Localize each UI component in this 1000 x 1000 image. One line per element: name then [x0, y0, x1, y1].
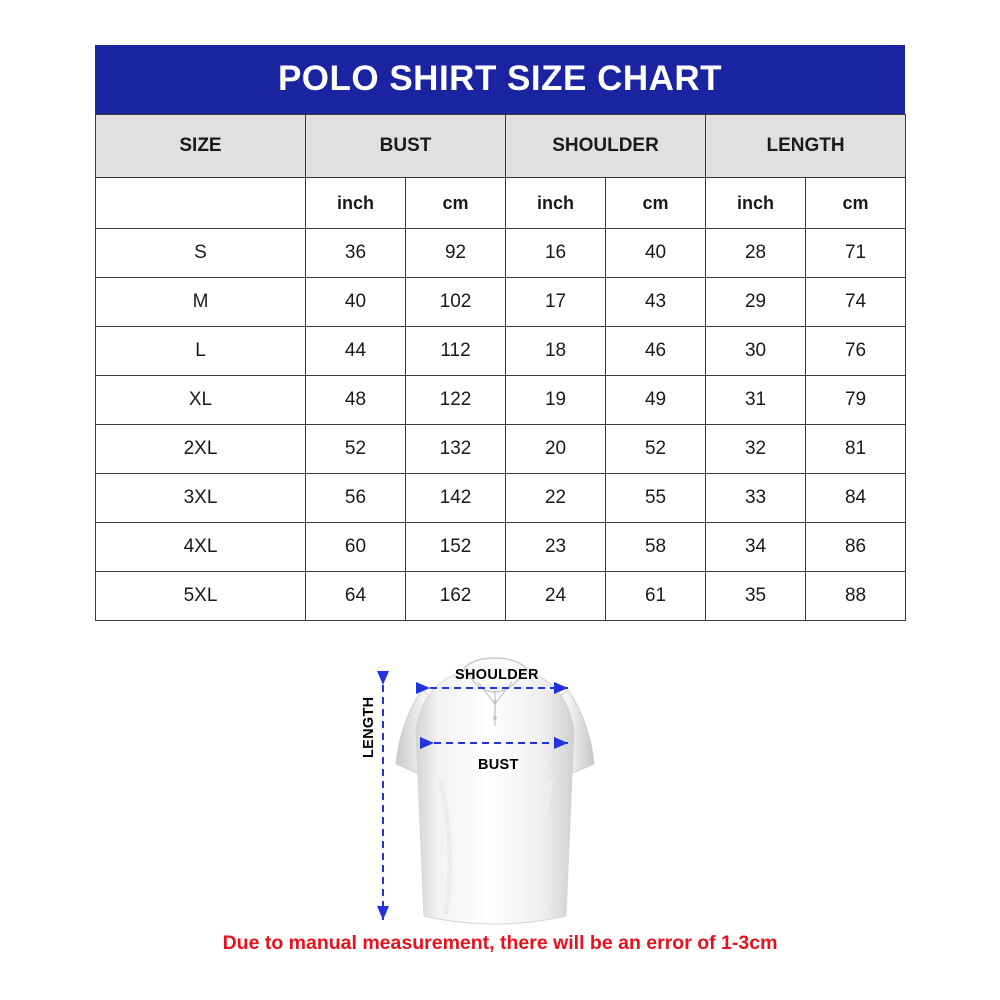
row-size-label: XL — [96, 376, 306, 425]
cell-shoulder-inch: 19 — [506, 376, 606, 425]
cell-length-cm: 81 — [806, 425, 906, 474]
cell-shoulder-cm: 43 — [606, 278, 706, 327]
measurement-disclaimer: Due to manual measurement, there will be an error of 1-3cm — [222, 932, 778, 954]
cell-bust-inch: 36 — [306, 229, 406, 278]
cell-shoulder-inch: 20 — [506, 425, 606, 474]
cell-shoulder-inch: 17 — [506, 278, 606, 327]
cell-length-inch: 32 — [706, 425, 806, 474]
cell-bust-inch: 64 — [306, 572, 406, 621]
cell-length-inch: 29 — [706, 278, 806, 327]
cell-bust-cm: 102 — [406, 278, 506, 327]
cell-shoulder-inch: 22 — [506, 474, 606, 523]
label-shoulder: SHOULDER — [455, 667, 539, 683]
cell-shoulder-inch: 16 — [506, 229, 606, 278]
cell-shoulder-cm: 58 — [606, 523, 706, 572]
row-size-label: 5XL — [96, 572, 306, 621]
units-blank-cell — [96, 178, 306, 229]
cell-length-cm: 74 — [806, 278, 906, 327]
cell-shoulder-inch: 23 — [506, 523, 606, 572]
row-size-label: 3XL — [96, 474, 306, 523]
cell-bust-inch: 48 — [306, 376, 406, 425]
column-header-shoulder: SHOULDER — [506, 115, 706, 178]
cell-length-cm: 71 — [806, 229, 906, 278]
table-row — [96, 229, 906, 278]
row-size-label: M — [96, 278, 306, 327]
size-chart-table — [95, 114, 906, 621]
cell-shoulder-inch: 18 — [506, 327, 606, 376]
table-row — [96, 376, 906, 425]
cell-bust-cm: 152 — [406, 523, 506, 572]
cell-length-cm: 84 — [806, 474, 906, 523]
cell-length-cm: 86 — [806, 523, 906, 572]
cell-bust-inch: 60 — [306, 523, 406, 572]
cell-length-inch: 31 — [706, 376, 806, 425]
cell-shoulder-cm: 52 — [606, 425, 706, 474]
cell-shoulder-cm: 55 — [606, 474, 706, 523]
unit-shoulder-cm: cm — [606, 178, 706, 229]
table-row — [96, 523, 906, 572]
cell-bust-inch: 56 — [306, 474, 406, 523]
column-header-bust: BUST — [306, 115, 506, 178]
column-header-length: LENGTH — [706, 115, 906, 178]
label-bust: BUST — [478, 757, 519, 773]
table-header-row — [96, 115, 906, 178]
cell-bust-cm: 132 — [406, 425, 506, 474]
cell-bust-inch: 52 — [306, 425, 406, 474]
cell-bust-cm: 92 — [406, 229, 506, 278]
table-row — [96, 278, 906, 327]
column-header-size: SIZE — [96, 115, 306, 178]
row-size-label: 2XL — [96, 425, 306, 474]
cell-length-inch: 28 — [706, 229, 806, 278]
table-units-row — [96, 178, 906, 229]
cell-bust-inch: 44 — [306, 327, 406, 376]
unit-length-cm: cm — [806, 178, 906, 229]
table-row — [96, 327, 906, 376]
cell-length-inch: 34 — [706, 523, 806, 572]
row-size-label: S — [96, 229, 306, 278]
unit-shoulder-inch: inch — [506, 178, 606, 229]
table-row — [96, 425, 906, 474]
label-length: LENGTH — [361, 696, 377, 758]
cell-shoulder-cm: 40 — [606, 229, 706, 278]
cell-length-inch: 35 — [706, 572, 806, 621]
cell-length-cm: 88 — [806, 572, 906, 621]
page-title: POLO SHIRT SIZE CHART — [95, 45, 905, 114]
cell-bust-cm: 122 — [406, 376, 506, 425]
cell-length-cm: 76 — [806, 327, 906, 376]
unit-bust-cm: cm — [406, 178, 506, 229]
row-size-label: 4XL — [96, 523, 306, 572]
cell-shoulder-inch: 24 — [506, 572, 606, 621]
cell-length-inch: 33 — [706, 474, 806, 523]
cell-bust-cm: 162 — [406, 572, 506, 621]
cell-bust-cm: 112 — [406, 327, 506, 376]
table-row — [96, 474, 906, 523]
unit-bust-inch: inch — [306, 178, 406, 229]
cell-shoulder-cm: 61 — [606, 572, 706, 621]
cell-length-cm: 79 — [806, 376, 906, 425]
measurement-illustration — [0, 630, 1000, 930]
cell-length-inch: 30 — [706, 327, 806, 376]
row-size-label: L — [96, 327, 306, 376]
size-chart — [95, 45, 905, 621]
cell-bust-cm: 142 — [406, 474, 506, 523]
table-row — [96, 572, 906, 621]
unit-length-inch: inch — [706, 178, 806, 229]
cell-shoulder-cm: 49 — [606, 376, 706, 425]
cell-bust-inch: 40 — [306, 278, 406, 327]
cell-shoulder-cm: 46 — [606, 327, 706, 376]
